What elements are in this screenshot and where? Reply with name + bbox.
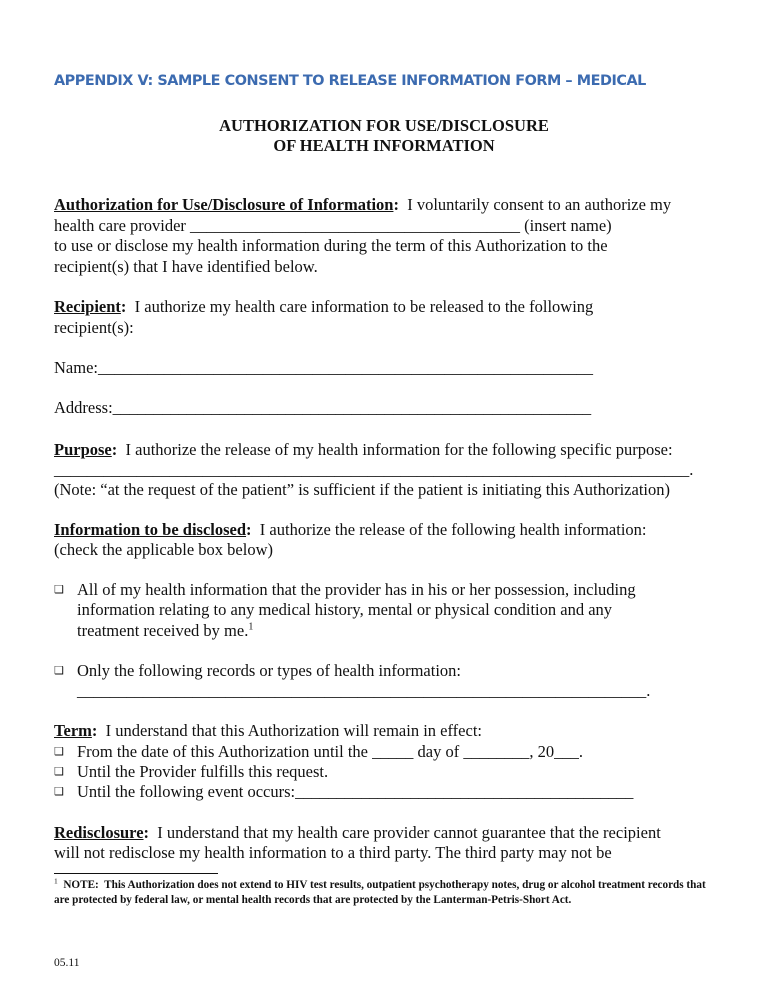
- term-heading: Term: [54, 721, 92, 740]
- redisclosure-colon: :: [143, 823, 150, 842]
- purpose-colon: :: [111, 440, 118, 459]
- specific-records-option-line1: Only the following records or types of health information:: [77, 661, 461, 680]
- information-line2: (check the applicable box below): [54, 540, 273, 559]
- specific-records-field[interactable]: _____________________________________________________________________.: [77, 681, 651, 700]
- all-info-option-line3: [77, 621, 253, 641]
- footnote-marker: 1: [54, 876, 58, 886]
- all-info-checkbox[interactable]: ❑: [54, 584, 64, 596]
- all-info-option-line1: All of my health information that the provider has in his or her possession, including: [77, 580, 636, 599]
- recipient-address-field[interactable]: Address:__________________________________________________________: [54, 398, 592, 417]
- provider-name-line[interactable]: health care provider ________________________________________ (insert name): [54, 216, 612, 235]
- recipient-colon: :: [120, 297, 127, 316]
- term-event-checkbox[interactable]: ❑: [54, 786, 64, 798]
- form-title-line1: AUTHORIZATION FOR USE/DISCLOSURE: [219, 116, 549, 135]
- all-info-option-line2: information relating to any medical history, mental or physical condition and any: [77, 600, 613, 619]
- authorization-line4: recipient(s) that I have identified below.: [54, 257, 318, 276]
- redisclosure-text1: I understand that my health care provider cannot guarantee that the recipient: [149, 823, 661, 842]
- form-title-line2: OF HEALTH INFORMATION: [273, 136, 495, 155]
- recipient-line1: [54, 297, 593, 317]
- footnote: [54, 878, 714, 908]
- recipient-text1: I authorize my health care information to be released to the following: [126, 297, 594, 316]
- information-line1: [54, 520, 647, 540]
- recipient-line2: recipient(s):: [54, 318, 134, 337]
- footnote-text: NOTE: This Authorization does not extend to HIV test results, outpatient psychotherapy notes, drug or alcohol treatment records that are protected by federal law, or mental health records that are protected by the Lanterman-Petris-Short Act.: [54, 879, 709, 906]
- recipient-heading: Recipient: [54, 297, 121, 316]
- term-date-option: From the date of this Authorization until the _____ day of ________, 20___.: [77, 742, 583, 761]
- purpose-text1: I authorize the release of my health information for the following specific purpose:: [117, 440, 673, 459]
- footer-code: 05.11: [54, 957, 80, 969]
- term-provider-option: Until the Provider fulfills this request.: [77, 762, 329, 781]
- information-heading: Information to be disclosed: [54, 520, 247, 539]
- purpose-line1: [54, 440, 673, 460]
- authorization-colon: :: [393, 195, 399, 214]
- information-text1: I authorize the release of the following health information:: [251, 520, 647, 539]
- term-text1: I understand that this Authorization will remain in effect:: [97, 721, 482, 740]
- redisclosure-line2: will not redisclose my health information to a third party. The third party may not be: [54, 843, 612, 862]
- purpose-heading: Purpose: [54, 440, 112, 459]
- recipient-name-field[interactable]: Name:____________________________________________________________: [54, 358, 593, 377]
- purpose-note: (Note: “at the request of the patient” is sufficient if the patient is initiating this Authorization): [54, 480, 670, 499]
- term-colon: :: [91, 721, 98, 740]
- specific-records-checkbox[interactable]: ❑: [54, 665, 64, 677]
- term-date-checkbox[interactable]: ❑: [54, 746, 64, 758]
- information-colon: :: [246, 520, 252, 539]
- redisclosure-line1: [54, 823, 661, 843]
- footnote-separator: [54, 873, 218, 874]
- all-info-option-text3: treatment received by me.: [77, 621, 249, 640]
- appendix-heading: APPENDIX V: SAMPLE CONSENT TO RELEASE INFORMATION FORM – MEDICAL: [54, 73, 646, 89]
- authorization-line1: [54, 195, 671, 215]
- authorization-line3: to use or disclose my health information during the term of this Authorization to the: [54, 236, 608, 255]
- term-event-option: Until the following event occurs:_________________________________________: [77, 782, 634, 801]
- redisclosure-heading: Redisclosure: [54, 823, 144, 842]
- term-provider-checkbox[interactable]: ❑: [54, 766, 64, 778]
- footnote-reference: 1: [248, 621, 254, 633]
- purpose-blank-field[interactable]: _____________________________________________________________________________.: [54, 460, 694, 479]
- authorization-text1: I voluntarily consent to an authorize my: [398, 195, 672, 214]
- authorization-heading: Authorization for Use/Disclosure of Information: [54, 195, 394, 214]
- term-line1: [54, 721, 482, 741]
